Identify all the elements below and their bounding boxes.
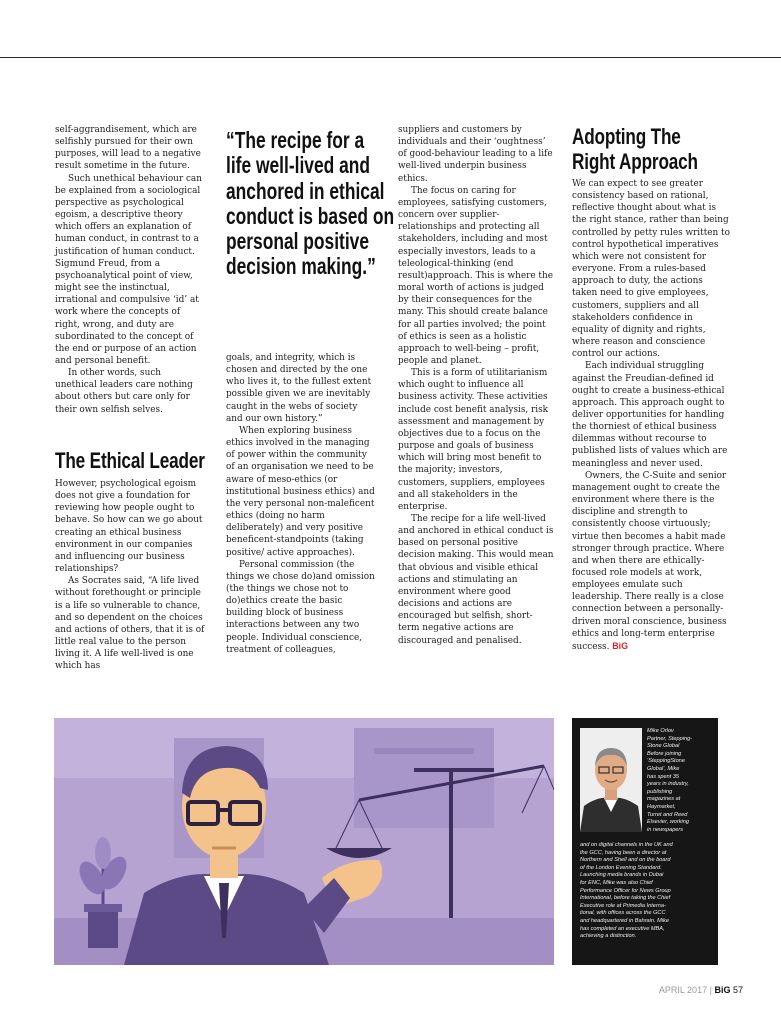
pull-quote-line: life well-lived and [226, 152, 370, 179]
end-mark-logo: BiG [612, 640, 629, 651]
bio-line: Haymarket, [647, 803, 676, 810]
bio-line: Mike Orlov [647, 728, 674, 734]
col3-paragraph-2: The focus on caring for employees, satisfying customers, concern over supplier-relationships and protecting all stakeholders, including and most especially investors, leads to a teleological-thinking (end result)approach. This is where the moral worth of actions is judged by their consequences for the many. This should create balance for all parties involved; the point of ethics is seen as a holistic approach to well-being – profit, people and planet. [398, 185, 553, 366]
bio-line: International, before taking the Chief [580, 895, 671, 902]
pull-quote-line: conduct is based on [226, 202, 395, 229]
bio-line: the GCC, having been a director at [580, 849, 667, 856]
bio-line: in newspapers [647, 826, 684, 833]
heading-adopting-right-approach [572, 124, 698, 174]
heading-line: Right Approach [572, 149, 698, 174]
page-number: 57 [732, 985, 743, 995]
col4-paragraph-3-text: Owners, the C-Suite and senior management ought to create the environment where there is the discipline and strength to consistently choose virtuously; virtue then becomes a habit made stronger through practice. Where and when there are ethically-focused role models at work, employees emulate such leadership. There really is a close connection between a personally-driven moral conscience, business ethics and long-term enterprise success. [572, 470, 727, 652]
col1-paragraph-2: Such unethical behaviour can be explained from a sociological perspective as psychological egoism, a descriptive theory which offers an explanation of human conduct, in contrast to a justification of human conduct. Sigmund Freud, from a psychoanalytical point of view, might see the instinctual, irrational and compulsive ‘id’ at work where the concepts of right, wrong, and duty are subordinated to the concept of the end or purpose of an action and personal benefit. [55, 173, 202, 366]
top-rule [0, 57, 781, 58]
bio-line: Performance Officer for News Group [580, 887, 671, 894]
bio-text-bottom [580, 842, 713, 941]
bio-line: Northern and Shell and on the board [580, 857, 671, 864]
col3-paragraph-4: The recipe for a life well-lived and anchored in ethical conduct is based on personal positive decision making. This would mean that obvious and visible ethical actions and stimulating an environment where good decisions and actions are encouraged but selfish, short-term negative actions are discouraged and penalised. [398, 514, 554, 646]
col4-paragraph-1: We can expect to see greater consistency based on rational, reflective thought about what is the right stance, rather than being controlled by petty rules written to control hypothetical imperatives which were not consistent for everyone. From a rules-based approach to duty, the actions taken need to give employees, customers, suppliers and all stakeholders confidence in equality of dignity and rights, where reason and conscience control our actions. [572, 179, 730, 360]
bio-line: Global’, Mike [647, 765, 680, 772]
column-4 [572, 178, 730, 653]
bio-line: of the London Evening Standard. [580, 864, 662, 871]
col3-paragraph-3: This is a form of utilitarianism which ought to influence all business activity. These activities include cost benefit analysis, risk assessment and management by objectives due to a focus on the purpose and goals of business which will bring most benefit to the majority; investors, customers, suppliers, employees and all stakeholders in the enterprise. [398, 368, 549, 512]
col2-paragraph-2: When exploring business ethics involved in the managing of power within the community of an organisation we need to be aware of meso-ethics (or institutional business ethics) and the very personal non-maleficent ethics (doing no harm deliberately) and very positive beneficent-standpoints (taking positive/ active approaches). [226, 425, 375, 558]
bio-line: Before joining [647, 750, 682, 757]
bio-line: Elsevier, working [647, 819, 689, 826]
footer-separator: | [709, 985, 712, 995]
page-footer [659, 985, 743, 995]
bio-line: has completed an executive MBA, [580, 925, 665, 932]
col2-paragraph-3: Personal commission (the things we chose do)and omission (the things we chose not to do)ethics create the basic building block of business interactions between any two people. Individual conscience, treatment of colleagues, [226, 559, 375, 655]
pull-quote-line: personal positive [226, 228, 370, 255]
column-3 [398, 124, 554, 647]
column-1 [55, 124, 205, 416]
col4-paragraph-2: Each individual struggling against the Freudian-defined id ought to create a business-ethical approach. This approach ought to deliver opportunities for handling the thorniest of ethical business dilemmas without recourse to published lists of values which are meaningless and never used. [572, 361, 728, 469]
bio-line: tional, with offices across the GCC [580, 910, 666, 917]
heading-line: Adopting The [572, 124, 681, 149]
col1-paragraph-3: In other words, such unethical leaders care nothing about others but care only for their own selfish selves. [55, 368, 193, 415]
pull-quote-line: anchored in ethical [226, 177, 385, 204]
bio-line: ‘SteppingStone [647, 758, 685, 765]
bio-line: and on digital channels in the UK and [580, 842, 673, 848]
bio-line: magazines at [647, 796, 681, 803]
illustration-businessman-with-scales [54, 718, 554, 965]
issue-date: APRIL 2017 [658, 985, 708, 995]
column-1-lower [55, 478, 205, 673]
col3-paragraph-1: suppliers and customers by individuals and their ‘oughtness’ of good-behaviour leading to a life well-lived underpin business ethics. [398, 125, 553, 184]
bio-line: has spent 35 [647, 773, 680, 780]
magazine-logo: BiG [714, 985, 731, 995]
heading-ethical-leader: The Ethical Leader [55, 448, 205, 473]
author-photo [580, 728, 642, 832]
col1-paragraph-4: However, psychological egoism does not give a foundation for reviewing how people ought to behave. So how can we go about creating an ethical business environment in our companies and influencing our business relationships? [55, 479, 203, 575]
bio-line: Partner, Stepping- [647, 735, 693, 742]
bio-line: for ENC, Mike was also Chief [580, 879, 653, 886]
col1-paragraph-5: As Socrates said, “A life lived without forethought or principle is a life so vulnerable to chance, and so dependent on the choices and actions of others, that it is of little real value to the person living it. A life well-lived is one which has [55, 576, 205, 672]
column-2 [226, 352, 376, 656]
bio-line: Executive role at Primedia Interna- [580, 902, 666, 909]
bio-line: and headquartered in Bahrain. Mike [580, 917, 669, 924]
bio-line: achieving a distinction. [580, 933, 637, 940]
bio-line: Stone Global [647, 743, 680, 750]
author-bio-box [572, 718, 718, 965]
bio-text-top [647, 728, 715, 834]
author-portrait-svg [580, 728, 642, 832]
pull-quote-line: “The recipe for a [226, 127, 365, 153]
bio-line: Launching media brands in Dubai [580, 872, 664, 879]
bio-line: publishing [647, 788, 673, 795]
col1-paragraph-1: self-aggrandisement, which are selfishly pursued for their own purposes, will lead to a negative result sometime in the future. [55, 125, 201, 172]
illustration-svg [54, 718, 554, 965]
bio-line: Turret and Reed [647, 811, 688, 818]
pull-quote [226, 127, 395, 280]
pull-quote-line: decision making.” [226, 253, 376, 280]
bio-line: years in industry, [647, 781, 689, 788]
col4-paragraph-3 [572, 470, 730, 653]
col2-paragraph-1: goals, and integrity, which is chosen and directed by the one who lives it, to the fullest extent possible given we are inevitably caught in the webs of society and our own history.” [226, 353, 372, 424]
